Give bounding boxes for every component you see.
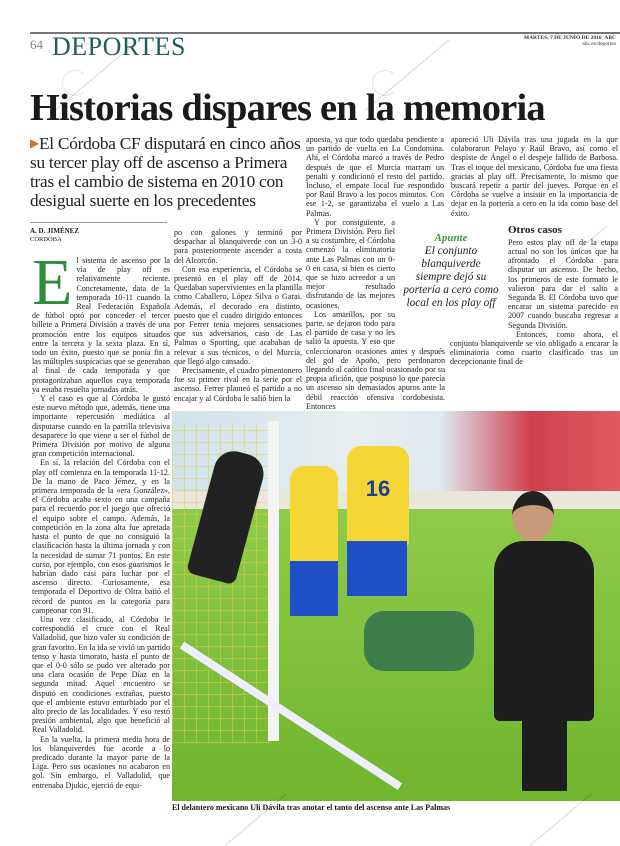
match-photo bbox=[172, 411, 620, 801]
drop-cap: E bbox=[32, 246, 73, 319]
scoring-player-head bbox=[512, 491, 554, 541]
column-2 bbox=[174, 228, 302, 403]
player-shorts bbox=[290, 561, 338, 616]
issue-date bbox=[524, 35, 616, 47]
paragraph: En la vuelta, la primera media hora de los blanquiverdes fue acorde a lo predicado durante la mayor parte de la Liga. Pero sus ocasiones no acabaron en gol. Sin embargo, el Valladolid, que entrenaba Djukic, ejerció de equi- bbox=[32, 734, 170, 790]
subtitle bbox=[30, 134, 304, 210]
seated-goalkeeper bbox=[364, 611, 474, 671]
goal-post bbox=[268, 421, 279, 741]
player-16: 16 bbox=[347, 446, 409, 546]
paragraph: Una vez clasificado, al Córdoba le correspondió el cruce con el Real Valladolid, que hizo valer su condición de gran favorito. En la ida se vivió un partido tenso y hasta timorato, hasta el punto de que el 0-0 sólo se pudo ver alterado por una clara ocasión de Pepe Díaz en la segunda mitad. Aquel encuentro se disputó en condiciones extrañas, puesto que el ambiente estuvo enturbiado por el alto precio de las localidades. Y eso restó presión ambiental, algo que benefició al Real Valladolid. bbox=[32, 614, 170, 735]
page-number: 64 bbox=[30, 37, 43, 52]
pull-quote bbox=[403, 232, 499, 310]
watermark-mark bbox=[530, 794, 592, 846]
author: A. D. JIMÉNEZ bbox=[30, 227, 80, 235]
scoring-player bbox=[494, 541, 594, 721]
player-16-shorts bbox=[347, 541, 407, 596]
scoring-player-legs bbox=[522, 711, 567, 791]
watermark-mark bbox=[225, 794, 287, 846]
player-yellow bbox=[290, 466, 338, 566]
paragraph: Entonces, como ahora, el conjunto blanquiverde se vio obligado a encarar la eliminatoria como cuarto clasificado tras un decepcionante final de bbox=[450, 329, 618, 367]
byline-rule bbox=[30, 222, 167, 223]
paragraph: apareció Uli Dávila tras una jugada en la que colaboraron Pelayo y Raúl Bravo, así como el despiste de Ángel o el despeje fallido de Barbosa. Tras el toque del mexicano, Córdoba fue una fiesta gracias al play off. Precisamente, lo mismo que buscará repetir a partir del jueves. Porque en el Córdoba se vuelve a insistir en la importancia de dejar en la portería a cero en la ida como base del éxito. bbox=[451, 135, 618, 218]
subtitle-text: El Córdoba CF disputará en cinco años su tercer play off de ascenso a Primera tras el cambio de sistema en 2010 con desigual suerte en los precedentes bbox=[30, 134, 301, 210]
paragraph: Pero estos play off de la etapa actual no son los únicos que ha afrontado el Córdoba para disputar un ascenso. De hecho, los primeros de este formato le valieron para dar el salto a Segunda B. El Córdoba tuvo que encarar un sistema parecido en 2007 cuando buscaba regresar a Segunda División. bbox=[508, 237, 618, 330]
paragraph: Precisamente, el cuadro pimentonero fue su primer rival en la serie por el ascenso. Ferrer planteó el partido a no encajar y al Córdoba le salió bien la bbox=[174, 366, 303, 403]
paragraph: Y el caso es que al Córdoba le gustó este nuevo método que, además, tiene una importante repercusión mediática al disputarse cuando en la parrilla televisiva desaparece lo que viene a ser el fútbol de Primera División por motivo de alguna gran competición internacional. bbox=[32, 394, 170, 459]
subheading: Otros casos bbox=[508, 223, 562, 236]
photo-caption: El delantero mexicano Uli Dávila tras anotar el tanto del ascenso ante Las Palmas bbox=[172, 803, 451, 812]
section-title: DEPORTES bbox=[52, 32, 186, 61]
brand: ABC bbox=[604, 35, 616, 41]
column-1 bbox=[32, 246, 170, 790]
paragraph: Y por consiguiente, a Primera División. Pero fiel a su costumbre, el Córdoba comenzó la eliminatoria ante Las Palmas con un 0-0 en casa, si bien es cierto que se hizo acreedor a un mejor resultado disfrutando de las mejores ocasiones. bbox=[306, 217, 395, 310]
pull-quote-text: El conjunto blanquiverde siempre dejó su portería a cero como local en los play off bbox=[403, 245, 499, 309]
section-url[interactable]: abc.es/deportes bbox=[582, 41, 616, 47]
pull-quote-tag: Apunte bbox=[434, 232, 468, 244]
arrow-icon: ▶ bbox=[30, 136, 39, 150]
date-text: MARTES, 7 DE JUNIO DE 2016 bbox=[523, 35, 602, 41]
headline: Historias dispares en la memoria bbox=[30, 87, 545, 129]
paragraph: l sistema de ascenso por la vía de play off es relativamente reciente. Concretamente, data de la temporada 10-11 cuando la Real Federación Española de fútbol optó por conceder el tercer billete a Primera División a través de una promoción entre los equipos situados entre la tercera y la sexta plaza. En sí, todo un éxito, puesto que se ponía fin a las múltiples suspicacias que se generaban al final de cada temporada y que protagonizaban aquellos cuya temporada ya estaba resuelta jornadas atrás. bbox=[32, 256, 170, 394]
paragraph: En sí, la relación del Córdoba con el play off comienza en la temporada 11-12. De la mano de Paco Jémez, y en la primera temporada de la «era González», el Córdoba acaba sexto en una campaña para el recuerdo por el juego que ofreció el equipo sobre el campo. Además, la competición en la zona alta fue apretada hasta el punto de que no consiguió la clasificación hasta la última jornada y con la necesidad de sumar 71 puntos. En este curso, por ejemplo, con esos guarismos le habrían dado casi para luchar por el ascenso directo. Curiosamente, esa temporada el Deportivo de Oltra batió el récord de puntos en la categoría para campeonar con 91. bbox=[32, 458, 170, 615]
paragraph: apuesta, ya que todo quedaba pendiente a un partido de vuelta en La Condomina. Ahí, el Córdoba marcó a través de Pedro después de que el Murcia marram un penalti y condicionó el resto del partido. Incluso, el empate local fue respondido por Raúl Bravo a los pocos minutos. Con ese 1-2, se garantizaba el vuelo a Las Palmas. bbox=[306, 135, 444, 218]
paragraph: Con esa experiencia, el Córdoba se presentó en el play off de 2014. Quedaban supervivientes en la plantilla como Caballero, López Silva o Garai. Además, el decorado era distinto, puesto que el cuadro dirigido entonces por Ferrer tenía mejores sensaciones que sus adversarios, caso de Las Palmas o Sporting, que acababan de relevar a sus técnicos, o del Murcia, que llegó algo cansado. bbox=[174, 264, 302, 366]
paragraph: Los amarillos, por su parte, se dejaron todo para el partido de casa y no les salió la apuesta. Y eso que coleccionaron ocasiones antes y después del gol de Apoño, pero perdonaron llegando al caótico final ocasionado por su propia afición, que pospuso lo que parecía un ascenso sin demasiados apuros ante la débil reacción ofensiva cordobesista. Entonces bbox=[306, 309, 445, 411]
paragraph: po con galones y terminó por despachar al blanquiverde con un 3-0 para posteriormente ascender a costa del Alcorcón. bbox=[174, 228, 302, 265]
location: CÓRDOBA bbox=[30, 236, 62, 243]
